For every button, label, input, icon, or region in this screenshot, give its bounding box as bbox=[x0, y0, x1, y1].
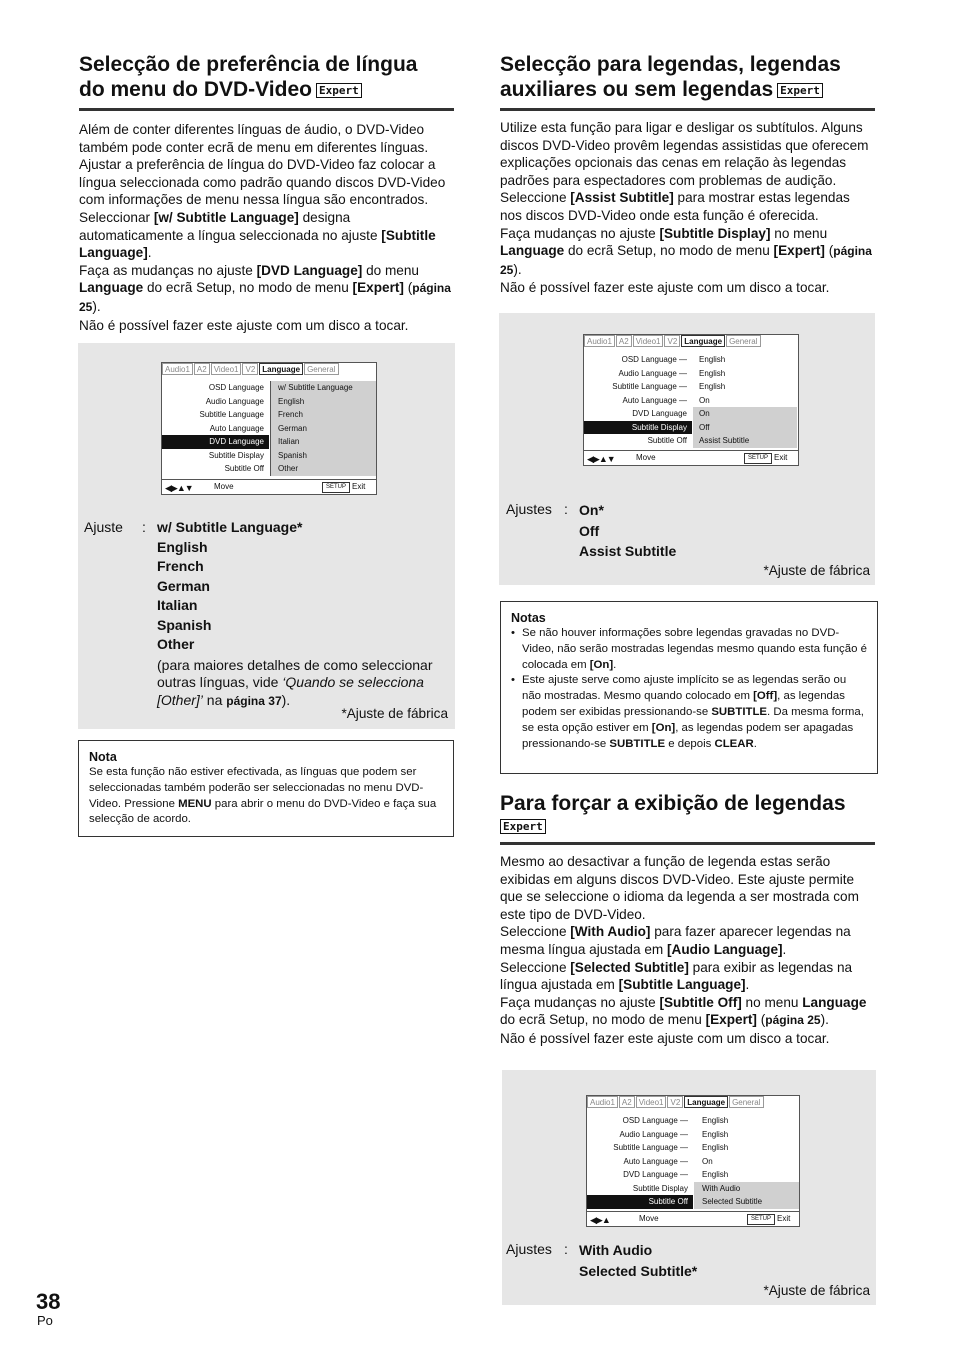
menu-value: English bbox=[702, 1143, 729, 1152]
option-item: German bbox=[278, 423, 307, 433]
setup-tabs bbox=[587, 1096, 765, 1108]
menu-label: Subtitle Language — bbox=[612, 382, 687, 391]
menu-value: English bbox=[702, 1129, 729, 1139]
factory-default-note: *Ajuste de fábrica bbox=[763, 1283, 870, 1298]
section-title-forced-subtitles: Para forçar a exibição de legendas bbox=[500, 792, 846, 815]
menu-labels bbox=[584, 353, 692, 448]
subtitle-intro-text: Utilize esta função para ligar e desligar os subtítulos. Alguns discos DVD-Video provêm legendas assistidas que oferecem explicações opcionais das cenas em relação às legendas padrões para espectadores com problemas de audição. Seleccione [Assist Subtitle] para mostrar estas legendas nos discos DVD-Video onde esta função é oferecida. Faça mudanças no ajuste [Subtitle Display] no menu Language do ecrã Setup, no modo de menu [Expert] (página 25). Não é possível fazer este ajuste com um disco a tocar. bbox=[500, 120, 872, 296]
setting-value: Assist Subtitle bbox=[579, 543, 677, 559]
menu-value: English bbox=[702, 1116, 729, 1125]
menu-label: Auto Language — bbox=[622, 395, 687, 405]
tab-a2: A2 bbox=[194, 363, 210, 375]
option-item: Other bbox=[278, 464, 299, 473]
forced-subtitles-section bbox=[500, 791, 875, 1048]
expert-badge: Expert bbox=[316, 83, 362, 98]
option-item: With Audio bbox=[694, 1182, 799, 1196]
other-language-note: (para maiores detalhes de como seleccionar outras línguas, vide ‘Quando se selecciona [Other]’ na página 37). bbox=[157, 656, 433, 708]
tab-video1: Video1 bbox=[633, 335, 664, 347]
menu-values bbox=[694, 1114, 799, 1209]
menu-value: On bbox=[702, 1156, 713, 1166]
option-item: Assist Subtitle bbox=[693, 434, 797, 448]
section-title-subtitles: Selecção para legendas, legendas auxiliares ou sem legendas Expert bbox=[500, 53, 841, 101]
setup-tabs bbox=[584, 335, 762, 347]
tab-general: General bbox=[726, 335, 760, 347]
option-item: French bbox=[278, 410, 303, 419]
menu-label: Subtitle Off bbox=[224, 464, 264, 473]
setting-value: w/ Subtitle Language* bbox=[157, 519, 303, 535]
tab-language: Language bbox=[681, 335, 725, 347]
menu-labels bbox=[587, 1114, 693, 1209]
page-number: 38 bbox=[36, 1289, 61, 1314]
menu-label: OSD Language — bbox=[621, 355, 687, 364]
setting-value: Selected Subtitle* bbox=[579, 1263, 698, 1279]
option-item: On bbox=[693, 407, 797, 421]
tab-audio1: Audio1 bbox=[587, 1096, 618, 1108]
notas-box: Notas • Se não houver informações sobre legendas gravadas no DVD-Video, não serão mostradas legendas mesmo quando esta função é colocada em [On]. • Este ajuste serve como ajuste implícito se as legendas serão ou não mostradas. Mesmo quando colocado em [Off], as legendas podem ser exibidas pressionando-se SUBTITLE. Da mesma forma, se esta opção estiver em [On], as legendas podem ser apagadas pressionando-se SUBTITLE e depois CLEAR. bbox=[500, 601, 878, 774]
setup-screen-subtitle-display bbox=[583, 334, 799, 466]
arrow-keys-icon: ◀▶▲ bbox=[590, 1215, 610, 1225]
menu-value: English bbox=[699, 355, 726, 364]
setting-value: Off bbox=[579, 522, 600, 539]
setting-value: German bbox=[157, 577, 210, 594]
setup-screen-subtitle-off bbox=[586, 1095, 800, 1227]
tab-language: Language bbox=[259, 363, 303, 375]
setup-key-icon: SETUP bbox=[322, 482, 350, 493]
menu-label: Auto Language bbox=[209, 423, 264, 433]
option-item: w/ Subtitle Language bbox=[278, 383, 353, 392]
factory-default-note: *Ajuste de fábrica bbox=[341, 706, 448, 721]
tab-a2: A2 bbox=[616, 335, 632, 347]
setup-footer: ◀▶▲ Move SETUP Exit bbox=[587, 1211, 799, 1226]
tab-general: General bbox=[729, 1096, 763, 1108]
setup-tabs bbox=[162, 363, 340, 375]
menu-label: Subtitle Language — bbox=[613, 1143, 688, 1152]
intro-text: Além de conter diferentes línguas de áudio, o DVD-Video também pode conter ecrã de menu em diferentes línguas. Ajustar a preferência de língua do DVD-Video faz colocar a língua seleccionada como padrão quando discos DVD-Video com informações de menu nessa língua são encontrados. Seleccionar [w/ Subtitle Language] designa automaticamente a língua seleccionada no ajuste [Subtitle Language]. Faça as mudanças no ajuste [DVD Language] do menu Language do ecrã Setup, no modo de menu [Expert] (página 25). Não é possível fazer este ajuste com um disco a tocar. bbox=[79, 122, 451, 333]
menu-value: English bbox=[699, 382, 726, 391]
tab-a2: A2 bbox=[619, 1096, 635, 1108]
option-item: Off bbox=[693, 421, 797, 435]
tab-video1: Video1 bbox=[636, 1096, 667, 1108]
menu-label: OSD Language — bbox=[622, 1116, 688, 1125]
tab-audio1: Audio1 bbox=[584, 335, 615, 347]
menu-label-selected: DVD Language bbox=[162, 435, 269, 449]
setting-value: English bbox=[157, 538, 208, 555]
menu-label: Audio Language — bbox=[619, 1129, 688, 1139]
setup-key-icon: SETUP bbox=[744, 453, 772, 464]
section-rule bbox=[500, 108, 875, 111]
option-item: Spanish bbox=[278, 450, 307, 460]
setup-screen-dvd-language bbox=[161, 362, 377, 495]
section-rule bbox=[79, 108, 454, 111]
right-column bbox=[500, 52, 875, 297]
menu-label: Subtitle Language bbox=[199, 410, 264, 419]
option-item: Selected Subtitle bbox=[694, 1195, 799, 1209]
section-rule bbox=[500, 842, 875, 845]
expert-badge: Expert bbox=[777, 83, 823, 98]
setting-value: French bbox=[157, 558, 204, 574]
nota-item: • Se não houver informações sobre legendas gravadas no DVD-Video, não serão mostradas legendas mesmo quando esta função é colocada em [On]. bbox=[511, 627, 867, 671]
setting-value: Spanish bbox=[157, 616, 212, 633]
nota-box: Nota Se esta função não estiver efectivada, as línguas que podem ser seleccionadas também poderão ser seleccionadas no menu DVD-Video. Pressione MENU para abrir o menu do DVD-Video e faça sua selecção de acordo. bbox=[78, 740, 454, 837]
menu-label: Auto Language — bbox=[623, 1156, 688, 1166]
setting-value: On* bbox=[579, 502, 604, 518]
tab-video1: Video1 bbox=[211, 363, 242, 375]
menu-label: Subtitle Off bbox=[647, 436, 687, 445]
setting-value: Other bbox=[157, 636, 195, 652]
menu-label: Subtitle Display bbox=[208, 450, 264, 460]
menu-value: English bbox=[702, 1170, 729, 1179]
tab-audio1: Audio1 bbox=[162, 363, 193, 375]
menu-label: DVD Language — bbox=[623, 1170, 688, 1179]
option-item: Italian bbox=[278, 437, 300, 446]
menu-label: Audio Language — bbox=[618, 368, 687, 378]
menu-label: Audio Language bbox=[205, 396, 264, 406]
menu-label: DVD Language bbox=[632, 409, 687, 418]
arrow-keys-icon: ◀▶▲▼ bbox=[587, 454, 615, 464]
menu-options bbox=[270, 381, 376, 476]
tab-language: Language bbox=[684, 1096, 728, 1108]
menu-label-selected: Subtitle Display bbox=[584, 421, 692, 435]
tab-v2: V2 bbox=[667, 1096, 683, 1108]
menu-value: English bbox=[699, 368, 726, 378]
menu-values bbox=[693, 353, 797, 448]
left-column bbox=[79, 52, 454, 334]
menu-label-selected: Subtitle Off bbox=[587, 1195, 693, 1209]
factory-default-note: *Ajuste de fábrica bbox=[763, 563, 870, 578]
arrow-keys-icon: ◀▶▲▼ bbox=[165, 483, 193, 493]
setting-value: With Audio bbox=[579, 1242, 653, 1258]
tab-v2: V2 bbox=[242, 363, 258, 375]
menu-label: Subtitle Display bbox=[632, 1183, 688, 1193]
forced-subtitles-text: Mesmo ao desactivar a função de legenda estas serão exibidas em alguns discos DVD-Video. Este ajuste permite que se seleccione o idioma da legenda a ser mostrada com este tipo de DVD-Video. Seleccione [With Audio] para fazer aparecer legendas na mesma língua ajustada em [Audio Language]. Seleccione [Selected Subtitle] para exibir as legendas na língua ajustada em [Subtitle Language]. Faça mudanças no ajuste [Subtitle Off] no menu Language do ecrã Setup, no modo de menu [Expert] (página 25). Não é possível fazer este ajuste com um disco a tocar. bbox=[500, 854, 867, 1046]
menu-label: OSD Language bbox=[208, 383, 264, 392]
tab-v2: V2 bbox=[664, 335, 680, 347]
nota-item: • Este ajuste serve como ajuste implícito se as legendas serão ou não mostradas. Mesmo quando colocado em [Off], as legendas podem ser exibidas pressionando-se SUBTITLE. Da mesma forma, se esta opção estiver em [On], as legendas podem ser apagadas pressionando-se SUBTITLE e depois CLEAR. bbox=[511, 674, 864, 750]
menu-value: On bbox=[699, 395, 710, 405]
section-title-menu-language: Selecção de preferência de língua do menu do DVD-Video Expert bbox=[79, 53, 418, 101]
option-item: English bbox=[278, 396, 305, 406]
menu-labels bbox=[162, 381, 269, 476]
expert-badge: Expert bbox=[500, 819, 546, 834]
setup-key-icon: SETUP bbox=[747, 1214, 775, 1225]
tab-general: General bbox=[304, 363, 338, 375]
setup-footer: ◀▶▲▼ Move SETUP Exit bbox=[162, 479, 376, 494]
setup-footer: ◀▶▲▼ Move SETUP Exit bbox=[584, 450, 798, 465]
setting-value: Italian bbox=[157, 597, 198, 613]
page-language: Po bbox=[37, 1313, 53, 1328]
